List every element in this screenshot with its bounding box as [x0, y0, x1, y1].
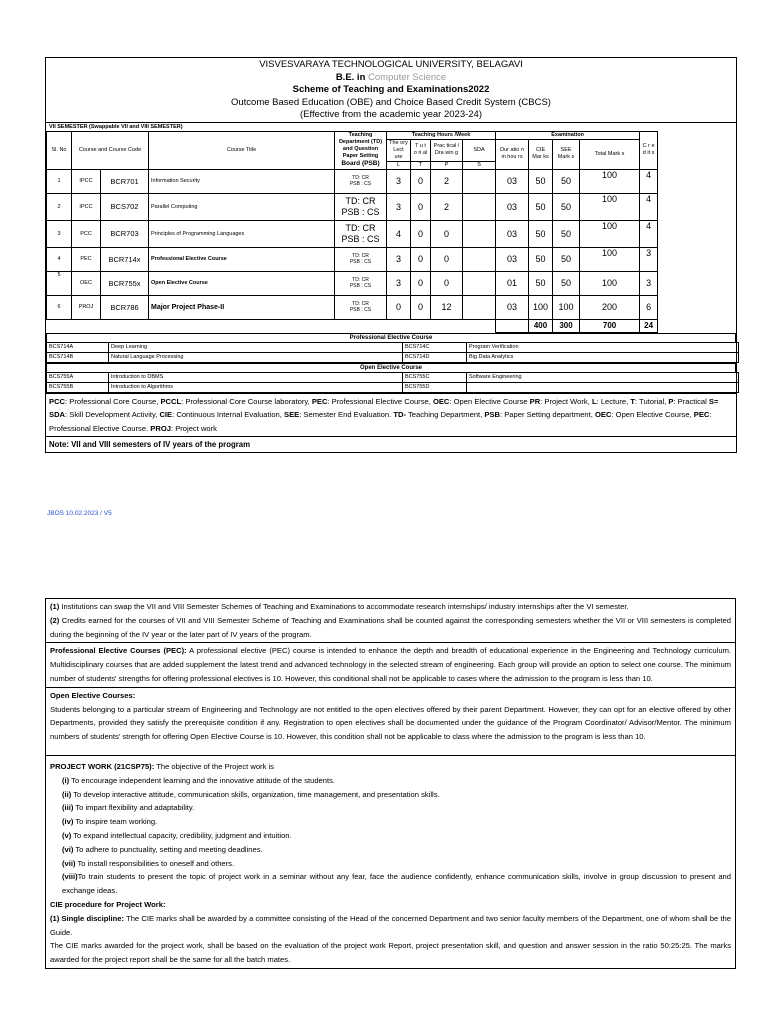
cie-procedure-heading: CIE procedure for Project Work:: [50, 899, 166, 909]
oec-section-text: Students belonging to a particular stream of Engineering and Technology are not entitled to the open electives offered by their parent Department. However, they can opt for an elective offered by other Departments, provided they satisfy the prerequisite condition if any. Registration to open electives shall be documented under the guidance of the Program Coordinator/ Advisor/Mentor. The minimum numbers of students' strength for offering Open Elective Course is 10. However, this condition shall not be applicable to class where the admission to the program is less than 10.: [50, 704, 731, 742]
row-slno: 5: [47, 271, 72, 295]
elective-code: BCS714C: [403, 342, 467, 352]
row-slno: 6: [47, 295, 72, 319]
header-l: L: [387, 161, 411, 169]
row-cie: 50: [529, 169, 553, 193]
row-type: PCC: [72, 220, 101, 247]
elective-code: BCS755A: [47, 372, 109, 382]
header-theory: The ory Lect ure: [387, 139, 411, 161]
objective-item: (ii) To develop interactive attitude, communication skills, organization, time management, and presentation skills.: [62, 789, 440, 799]
elective-code: BCS755D: [403, 382, 467, 392]
elective-title: Deep Learning: [109, 342, 403, 352]
row-slno: 1: [47, 169, 72, 193]
degree-prefix: B.E. in: [335, 71, 366, 83]
objective-item: (iii) To impart flexibility and adaptability.: [62, 803, 195, 813]
note-1: (1) Institutions can swap the VII and VIII Semester Schemes of Teaching and Examinations to accommodate research internships/ industry internships after the VI semester.: [50, 602, 629, 611]
row-psb: PSB : CS: [349, 259, 372, 265]
elective-code: BCS714D: [403, 352, 467, 362]
header-hours-group: Teaching Hours /Week: [387, 131, 496, 139]
elective-title: Introduction to Algorithms: [109, 382, 403, 392]
semester-label: VII SEMESTER (Swappable VII and VIII SEMESTER): [46, 122, 736, 131]
row-credits: 4: [640, 193, 658, 220]
oec-row: [47, 382, 739, 392]
row-td-psb: [335, 247, 387, 271]
header-duration: Dur atio n in hou rs: [496, 139, 529, 169]
objective-item: (vi) To adhere to punctuality, setting and meeting deadlines.: [62, 844, 263, 854]
header-td-text: Teaching Department (TD) and Question Paper Setting: [338, 132, 383, 159]
header-cie: CIE Mar ks: [529, 139, 553, 169]
row-type: IPCC: [72, 193, 101, 220]
row-code: BCS702: [101, 193, 149, 220]
row-cie: 50: [529, 220, 553, 247]
row-t: 0: [411, 169, 431, 193]
effective-line: (Effective from the academic year 2023-24): [300, 109, 482, 120]
header-teaching-dept: [335, 131, 387, 169]
row-l: 4: [387, 220, 411, 247]
oec-section-heading: Open Elective Courses:: [50, 690, 136, 700]
row-credits: 3: [640, 271, 658, 295]
header-t: T: [411, 161, 431, 169]
header-total: Total Mark s: [580, 139, 640, 169]
header-p: P: [431, 161, 463, 169]
row-title: Professional Elective Course: [149, 247, 335, 271]
row-total: 100: [580, 169, 640, 193]
elective-code: BCS714B: [47, 352, 109, 362]
elective-title: [467, 382, 739, 392]
row-td: TD: CR: [345, 222, 376, 233]
row-title: Information Security: [149, 169, 335, 193]
elective-title: Software Engineering: [467, 372, 739, 382]
row-type: PEC: [72, 247, 101, 271]
row-code: BCR714x: [101, 247, 149, 271]
row-t: 0: [411, 193, 431, 220]
university-name: VISVESVARAYA TECHNOLOGICAL UNIVERSITY, BELAGAVI: [259, 59, 523, 70]
guidelines-document: [45, 598, 736, 969]
row-l: 3: [387, 193, 411, 220]
row-l: 0: [387, 295, 411, 319]
row-cie: 50: [529, 193, 553, 220]
row-total: 100: [580, 271, 640, 295]
header-credits: C r e d it s: [640, 131, 658, 169]
header-board: Board (PSB): [341, 160, 380, 167]
swap-notes: [46, 599, 735, 643]
row-t: 0: [411, 220, 431, 247]
version-footer: JBOS 10.02.2023 / V5: [47, 510, 112, 517]
elective-title: Program Verification: [467, 342, 739, 352]
elective-code: BCS714A: [47, 342, 109, 352]
row-duration: 01: [496, 271, 529, 295]
elective-code: BCS755C: [403, 372, 467, 382]
table-header-row: [47, 131, 768, 139]
row-see: 50: [553, 169, 580, 193]
row-s: [463, 169, 496, 193]
header-tutorial: T u t o ri al: [411, 139, 431, 161]
row-title: Parallel Computing: [149, 193, 335, 220]
row-p: 2: [431, 193, 463, 220]
oec-section: [46, 688, 735, 756]
row-psb: PSB : CS: [349, 181, 372, 187]
pec-table: [46, 342, 739, 363]
pec-section: [46, 643, 735, 687]
objective-item: (i) To encourage independent learning and the innovative attitude of the students.: [62, 775, 336, 785]
row-s: [463, 295, 496, 319]
total-credits: 24: [640, 319, 658, 332]
row-title: Open Elective Course: [149, 271, 335, 295]
header-s: S: [463, 161, 496, 169]
elective-title: Big Data Analytics: [467, 352, 739, 362]
row-slno: 2: [47, 193, 72, 220]
row-s: [463, 220, 496, 247]
elective-title: Introduction to DBMS: [109, 372, 403, 382]
row-duration: 03: [496, 169, 529, 193]
row-type: PROJ: [72, 295, 101, 319]
obe-line: Outcome Based Education (OBE) and Choice Based Credit System (CBCS): [231, 96, 551, 108]
abbreviation-legend: PCC: Professional Core Course, PCCL: Professional Core Course laboratory, PEC: Professional Elective Course, OEC: Open Elective Course PR: Project Work, L: Lecture, T: Tutorial, P: Practical S= SDA: Skill Development Activity, CIE: Continuous Internal Evaluation, SEE: Semester End Evaluation. TD- Teaching Department, PSB: Paper Setting department, OEC: Open Elective Course, PEC: Professional Elective Course. PROJ: Project work: [46, 393, 736, 437]
oec-table: [46, 372, 739, 393]
row-s: [463, 271, 496, 295]
row-code: BCR703: [101, 220, 149, 247]
row-t: 0: [411, 271, 431, 295]
scheme-title: Scheme of Teaching and Examinations2022: [292, 84, 490, 95]
row-l: 3: [387, 169, 411, 193]
row-duration: 03: [496, 295, 529, 319]
row-cie: 50: [529, 247, 553, 271]
row-td: TD: CR: [352, 277, 369, 283]
row-see: 50: [553, 247, 580, 271]
note-2: (2) Credits earned for the courses of VII and VIII Semester Scheme of Teaching and Examinations shall be counted against the corresponding semesters whether the VII or VIII semesters is completed during the beginning of the IV year or the later part of IV years of the program.: [50, 615, 731, 639]
pec-heading: Professional Elective Course: [46, 333, 736, 342]
row-duration: 03: [496, 247, 529, 271]
degree-branch: Computer Science: [368, 71, 447, 83]
row-see: 50: [553, 271, 580, 295]
row-td-psb: [335, 220, 387, 247]
header-see: SEE Mark s: [553, 139, 580, 169]
total-marks: 700: [580, 319, 640, 332]
total-cie: 400: [529, 319, 553, 332]
row-p: 12: [431, 295, 463, 319]
header-practical: Prac tical / Dra win g: [431, 139, 463, 161]
row-duration: 03: [496, 193, 529, 220]
row-td: TD: CR: [352, 301, 369, 307]
row-psb: PSB : CS: [341, 233, 380, 244]
total-see: 300: [553, 319, 580, 332]
row-slno: 3: [47, 220, 72, 247]
row-p: 0: [431, 247, 463, 271]
row-type: IPCC: [72, 169, 101, 193]
header-course: Course and Course Code: [72, 131, 149, 169]
row-duration: 03: [496, 220, 529, 247]
row-td: TD: CR: [352, 253, 369, 259]
row-total: 100: [580, 247, 640, 271]
row-code: BCR786: [101, 295, 149, 319]
cie-marks-text: The CIE marks awarded for the project work, shall be based on the evaluation of the project work Report, project presentation skill, and question and answer session in the ratio 50:25:25. The marks awarded for the project report shall be the same for all the batch mates.: [50, 941, 731, 965]
row-t: 0: [411, 295, 431, 319]
row-td: TD: CR: [352, 175, 369, 181]
row-s: [463, 247, 496, 271]
row-slno: 4: [47, 247, 72, 271]
row-t: 0: [411, 247, 431, 271]
oec-row: [47, 372, 739, 382]
row-cie: 50: [529, 271, 553, 295]
objective-item: (viii)To train students to present the topic of project work in a seminar without any fear, face the audience confidently, enhance communication skills, involve in group discussion to present and exchange ideas.: [62, 872, 731, 896]
row-psb: PSB : CS: [349, 283, 372, 289]
row-credits: 3: [640, 247, 658, 271]
row-title: Principles of Programming Languages: [149, 220, 335, 247]
row-s: [463, 193, 496, 220]
row-psb: PSB : CS: [349, 307, 372, 313]
row-credits: 4: [640, 169, 658, 193]
row-see: 100: [553, 295, 580, 319]
row-code: BCR755x: [101, 271, 149, 295]
row-credits: 6: [640, 295, 658, 319]
single-discipline: (1) Single discipline: The CIE marks shall be awarded by a committee consisting of the Head of the concerned Department and two senior faculty members of the Department, one of whom shall be the Guide.: [50, 913, 731, 937]
objective-item: (vii) To install responsibilities to oneself and others.: [62, 858, 235, 868]
project-section: [46, 756, 735, 968]
scheme-document: [45, 57, 737, 453]
row-p: 0: [431, 220, 463, 247]
row-title: Major Project Phase-II: [149, 295, 335, 319]
project-heading: PROJECT WORK (21CSP75): The objective of the Project work is: [50, 761, 274, 771]
row-td: TD: CR: [345, 195, 376, 206]
row-td-psb: [335, 169, 387, 193]
document-header: [46, 58, 736, 122]
row-psb: PSB : CS: [341, 206, 380, 217]
elective-code: BCS755B: [47, 382, 109, 392]
pec-section-text: A professional elective (PEC) course is intended to enhance the depth and breadth of educational experience in the Engineering and Technology curriculum. Multidisciplinary courses that are added supplement the latest trend and advanced technology in the selected stream of engineering. Each group will provide an option to select one course. The minimum number of students' strengths for offering professional electives is 10. However, this conditional shall not be applicable to cases where the admission to the program is less than 10.: [50, 646, 732, 683]
row-see: 50: [553, 220, 580, 247]
header-sda: SDA: [463, 139, 496, 161]
row-code: BCR701: [101, 169, 149, 193]
pec-section-heading: Professional Elective Courses (PEC):: [50, 646, 187, 656]
header-slno: Sl. No: [47, 131, 72, 169]
row-p: 0: [431, 271, 463, 295]
row-total: 200: [580, 295, 640, 319]
row-l: 3: [387, 247, 411, 271]
row-total: 100: [580, 220, 640, 247]
row-credits: 4: [640, 220, 658, 247]
row-l: 3: [387, 271, 411, 295]
pec-row: [47, 342, 739, 352]
program-note: Note: VII and VIII semesters of IV years of the program: [46, 436, 736, 452]
row-td-psb: [335, 271, 387, 295]
row-total: 100: [580, 193, 640, 220]
row-type: OEC: [72, 271, 101, 295]
row-td-psb: [335, 295, 387, 319]
row-cie: 100: [529, 295, 553, 319]
objective-item: (iv) To inspire team working.: [62, 817, 158, 827]
header-exam-group: Examination: [496, 131, 640, 139]
header-title: Course Title: [149, 131, 335, 169]
pec-row: [47, 352, 739, 362]
oec-heading: Open Elective Course: [46, 363, 736, 372]
row-see: 50: [553, 193, 580, 220]
objective-item: (v) To expand intellectual capacity, credibility, judgment and intuition.: [62, 830, 292, 840]
course-table: [46, 131, 768, 333]
row-p: 2: [431, 169, 463, 193]
row-td-psb: [335, 193, 387, 220]
degree-line: [46, 72, 736, 85]
elective-title: Natural Language Processing: [109, 352, 403, 362]
